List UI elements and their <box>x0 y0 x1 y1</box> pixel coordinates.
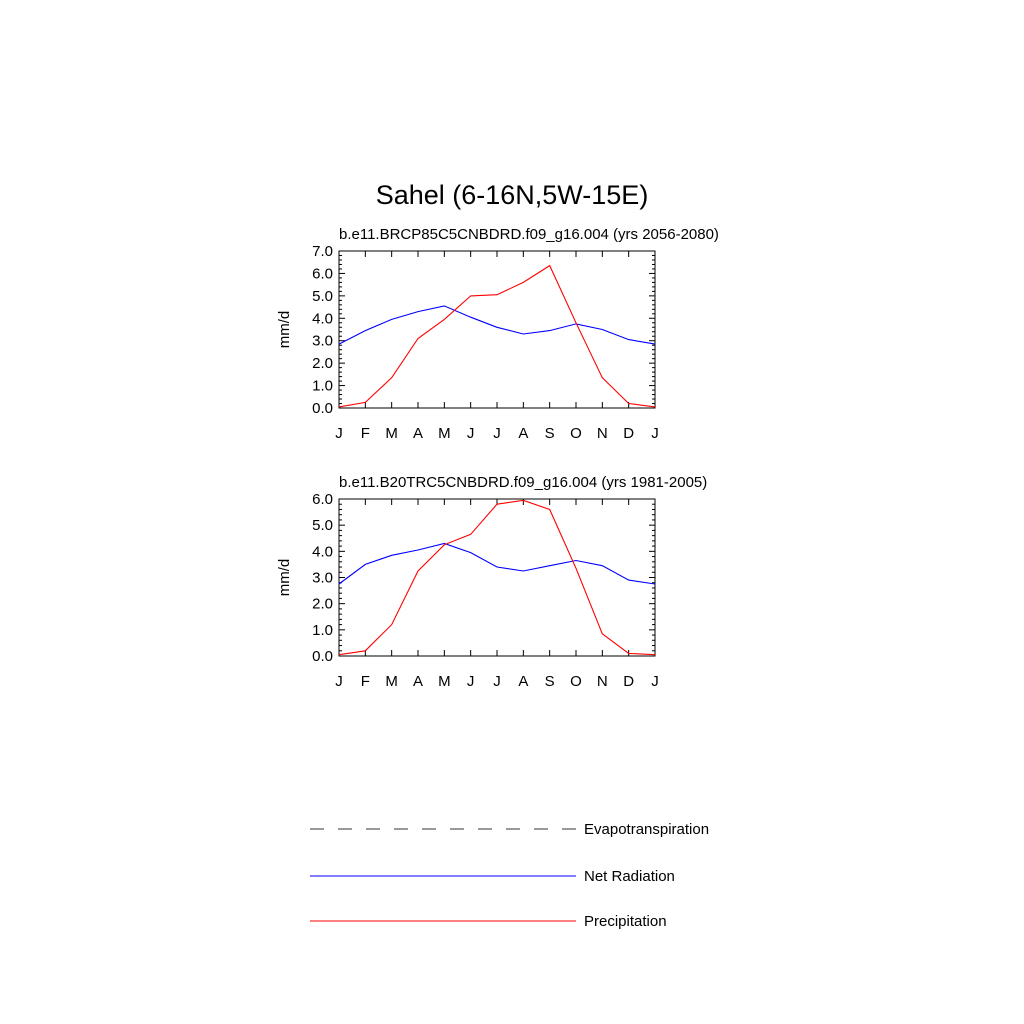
x-tick-label: N <box>596 425 608 442</box>
panels <box>276 226 719 690</box>
x-tick-label: J <box>651 673 659 690</box>
y-tick-label: 6.0 <box>312 491 333 508</box>
x-tick-label: A <box>518 425 529 442</box>
x-tick-label: A <box>518 673 529 690</box>
chart-panel-1 <box>276 226 719 442</box>
legend-label: Precipitation <box>584 913 667 930</box>
x-tick-label: S <box>544 673 555 690</box>
x-tick-label: S <box>544 425 555 442</box>
x-tick-label: F <box>360 673 370 690</box>
panel-subtitle: b.e11.B20TRC5CNBDRD.f09_g16.004 (yrs 1981-2005) <box>339 474 708 491</box>
legend-item-evapotranspiration <box>310 821 709 838</box>
legend-item-net-radiation <box>310 868 675 885</box>
x-tick-label: D <box>623 425 635 442</box>
y-tick-label: 4.0 <box>312 310 333 328</box>
x-tick-label: M <box>438 425 451 442</box>
x-tick-label: A <box>412 673 424 690</box>
x-tick-label: J <box>493 673 501 690</box>
y-tick-label: 2.0 <box>312 355 333 373</box>
x-tick-label: N <box>596 673 608 690</box>
y-tick-label: 1.0 <box>312 377 333 395</box>
y-tick-label: 6.0 <box>312 265 333 283</box>
y-tick-label: 5.0 <box>312 517 333 535</box>
panel-subtitle: b.e11.BRCP85C5CNBDRD.f09_g16.004 (yrs 2056-2080) <box>339 226 719 243</box>
x-tick-label: J <box>651 425 659 442</box>
legend-label: Evapotranspiration <box>584 821 710 838</box>
x-tick-label: J <box>335 673 343 690</box>
y-tick-label: 3.0 <box>312 569 333 587</box>
series-line-net-radiation <box>339 544 655 585</box>
x-tick-label: M <box>385 673 398 690</box>
y-tick-label: 5.0 <box>312 287 333 305</box>
x-tick-label: J <box>493 425 501 442</box>
legend <box>310 821 709 930</box>
x-tick-label: M <box>385 425 398 442</box>
x-tick-label: J <box>466 425 475 442</box>
y-tick-label: 1.0 <box>312 621 333 639</box>
y-tick-label: 0.0 <box>312 648 333 665</box>
series-line-precipitation <box>339 266 655 407</box>
y-tick-label: 3.0 <box>312 332 333 350</box>
y-axis-label: mm/d <box>276 558 293 597</box>
x-tick-label: O <box>570 673 582 690</box>
x-tick-label: F <box>360 425 370 442</box>
y-tick-label: 0.0 <box>312 400 333 417</box>
y-tick-label: 2.0 <box>312 595 333 613</box>
plot-frame <box>339 251 655 408</box>
x-tick-label: D <box>623 673 635 690</box>
x-tick-label: A <box>412 425 424 442</box>
x-tick-label: J <box>466 673 475 690</box>
legend-label: Net Radiation <box>584 868 675 885</box>
x-tick-label: O <box>570 425 582 442</box>
x-tick-label: J <box>335 425 343 442</box>
plot-frame <box>339 499 655 656</box>
x-tick-label: M <box>438 673 451 690</box>
series-line-precipitation <box>339 500 655 654</box>
legend-item-precipitation <box>310 913 667 930</box>
y-tick-label: 7.0 <box>312 243 333 260</box>
chart-panel-2 <box>276 474 707 690</box>
figure-title: Sahel (6-16N,5W-15E) <box>375 180 649 210</box>
y-tick-label: 4.0 <box>312 543 333 561</box>
y-axis-label: mm/d <box>276 310 293 349</box>
series-line-net-radiation <box>339 306 655 344</box>
